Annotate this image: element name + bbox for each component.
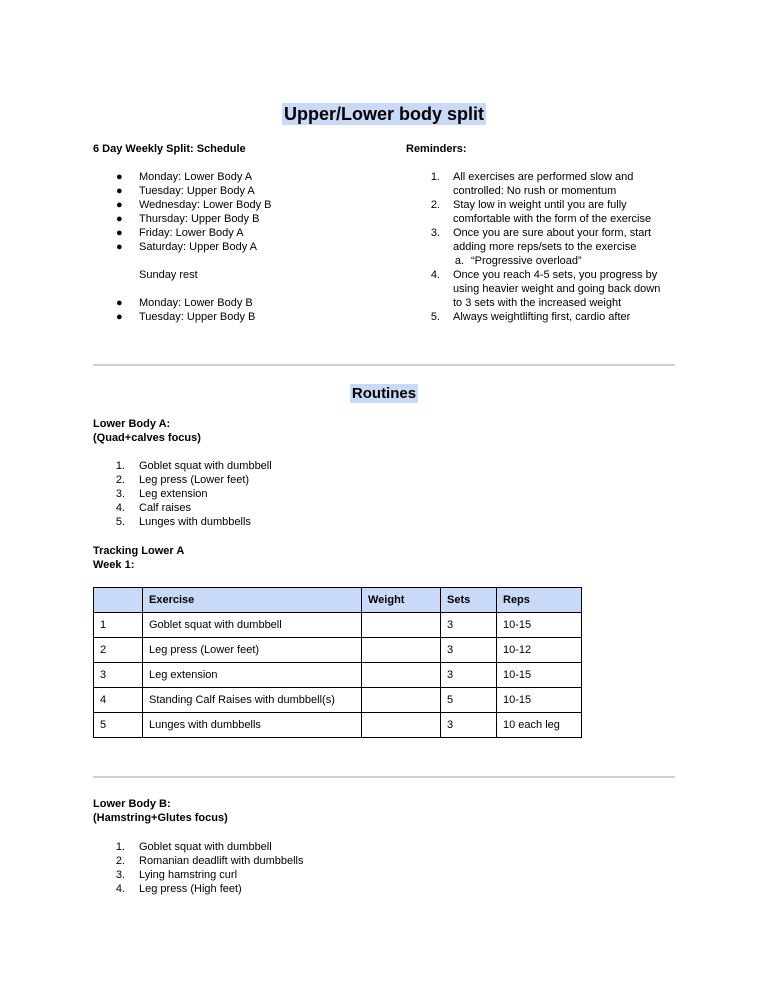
- table-cell: 3: [441, 638, 497, 663]
- header-cell: [94, 588, 143, 613]
- table-row: [94, 638, 582, 663]
- table-cell: 3: [441, 713, 497, 738]
- lower-b-focus: (Hamstring+Glutes focus): [93, 812, 228, 824]
- divider: [93, 776, 675, 778]
- bullet-icon: ●: [116, 241, 123, 253]
- divider: [93, 364, 675, 366]
- lower-a-title: Lower Body A:: [93, 418, 171, 430]
- table-header-row: [94, 588, 582, 613]
- header-cell: Exercise: [143, 588, 362, 613]
- schedule-heading: 6 Day Weekly Split: Schedule: [93, 143, 246, 155]
- lower-b-title: Lower Body B:: [93, 798, 171, 810]
- bullet-icon: ●: [116, 297, 123, 309]
- bullet-icon: ●: [116, 185, 123, 197]
- table-cell: 10-15: [497, 688, 582, 713]
- table-cell: 10-12: [497, 638, 582, 663]
- table-cell: 10-15: [497, 613, 582, 638]
- table-cell[interactable]: [362, 613, 441, 638]
- table-row: [94, 713, 582, 738]
- lower-a-focus: (Quad+calves focus): [93, 432, 201, 444]
- header-cell: Reps: [497, 588, 582, 613]
- table-cell: 3: [441, 663, 497, 688]
- table-cell: Leg press (Lower feet): [143, 638, 362, 663]
- rest-day: Sunday rest: [139, 269, 198, 281]
- table-cell[interactable]: [362, 663, 441, 688]
- bullet-icon: ●: [116, 227, 123, 239]
- table-row: [94, 688, 582, 713]
- bullet-icon: ●: [116, 213, 123, 225]
- table-cell: 2: [94, 638, 143, 663]
- table-row: [94, 663, 582, 688]
- table-cell: 5: [441, 688, 497, 713]
- table-cell: Goblet squat with dumbbell: [143, 613, 362, 638]
- table-cell[interactable]: [362, 713, 441, 738]
- table-cell: 1: [94, 613, 143, 638]
- table-cell: Standing Calf Raises with dumbbell(s): [143, 688, 362, 713]
- table-cell: Lunges with dumbbells: [143, 713, 362, 738]
- table-row: [94, 613, 582, 638]
- table-cell[interactable]: [362, 688, 441, 713]
- table-cell: 3: [94, 663, 143, 688]
- page-title: Upper/Lower body split: [283, 104, 484, 124]
- bullet-icon: ●: [116, 311, 123, 323]
- tracking-week: Week 1:: [93, 559, 135, 571]
- table-cell: 5: [94, 713, 143, 738]
- table-cell: 3: [441, 613, 497, 638]
- table-cell[interactable]: [362, 638, 441, 663]
- tracking-table: [93, 587, 582, 738]
- header-cell: Weight: [362, 588, 441, 613]
- table-cell: 4: [94, 688, 143, 713]
- tracking-title: Tracking Lower A: [93, 545, 185, 557]
- table-cell: 10 each leg: [497, 713, 582, 738]
- header-cell: Sets: [441, 588, 497, 613]
- bullet-icon: ●: [116, 171, 123, 183]
- table-cell: 10-15: [497, 663, 582, 688]
- bullet-icon: ●: [116, 199, 123, 211]
- reminders-heading: Reminders:: [406, 143, 467, 155]
- routines-heading: Routines: [351, 385, 417, 402]
- table-cell: Leg extension: [143, 663, 362, 688]
